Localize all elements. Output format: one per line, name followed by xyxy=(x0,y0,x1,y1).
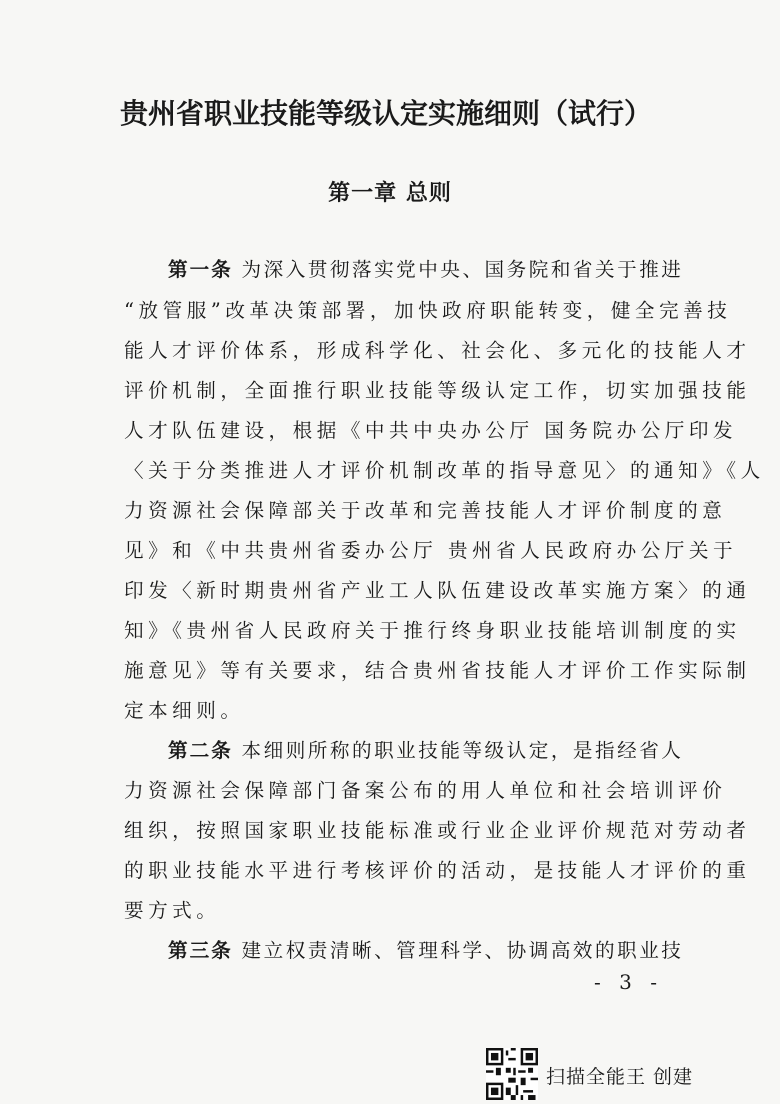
article-line: 要方式。 xyxy=(124,899,221,922)
article-line: 评价机制，全面推行职业技能等级认定工作，切实加强技能 xyxy=(124,379,751,402)
article-line: “放管服”改革决策部署，加快政府职能转变，健全完善技 xyxy=(124,299,732,322)
article-line: 力资源社会保障部门备案公布的用人单位和社会培训评价 xyxy=(124,779,727,802)
article-label: 第一条 xyxy=(168,258,233,281)
article-line: 施意见》等有关要求，结合贵州省技能人才评价工作实际制 xyxy=(124,659,751,682)
article-line: 人才队伍建设，根据《中共中央办公厅 国务院办公厅印发 xyxy=(124,419,738,442)
article-line: 的职业技能水平进行考核评价的活动，是技能人才评价的重 xyxy=(124,859,751,882)
article-line: 印发〈新时期贵州省产业工人队伍建设改革实施方案〉的通 xyxy=(124,579,751,602)
article-line: 力资源社会保障部关于改革和完善技能人才评价制度的意 xyxy=(124,499,727,522)
article-text: 建立权责清晰、管理科学、协调高效的职业技 xyxy=(241,939,684,962)
page-number: - 3 - xyxy=(594,970,663,994)
qr-code-icon xyxy=(486,1048,538,1100)
document-title: 贵州省职业技能等级认定实施细则（试行） xyxy=(120,97,653,130)
article-line: 组织，按照国家职业技能标准或行业企业评价规范对劳动者 xyxy=(124,819,751,842)
article-label: 第三条 xyxy=(168,939,233,962)
article-first-line xyxy=(168,258,683,282)
article-line: 〈关于分类推进人才评价机制改革的指导意见〉的通知》《人 xyxy=(124,459,765,482)
article-line: 定本细则。 xyxy=(124,699,245,722)
article-line: 能人才评价体系，形成科学化、社会化、多元化的技能人才 xyxy=(124,339,751,362)
article-line: 知》《贵州省人民政府关于推行终身职业技能培训制度的实 xyxy=(124,619,741,642)
article-first-line xyxy=(168,739,683,763)
article-label: 第二条 xyxy=(168,739,233,762)
article-first-line xyxy=(168,939,683,963)
scanner-watermark-text: 扫描全能王 创建 xyxy=(546,1066,694,1088)
article-text: 本细则所称的职业技能等级认定，是指经省人 xyxy=(241,739,684,762)
article-text: 为深入贯彻落实党中央、国务院和省关于推进 xyxy=(241,258,684,281)
chapter-heading: 第一章 总则 xyxy=(328,181,452,206)
article-line: 见》和《中共贵州省委办公厅 贵州省人民政府办公厅关于 xyxy=(124,539,738,562)
